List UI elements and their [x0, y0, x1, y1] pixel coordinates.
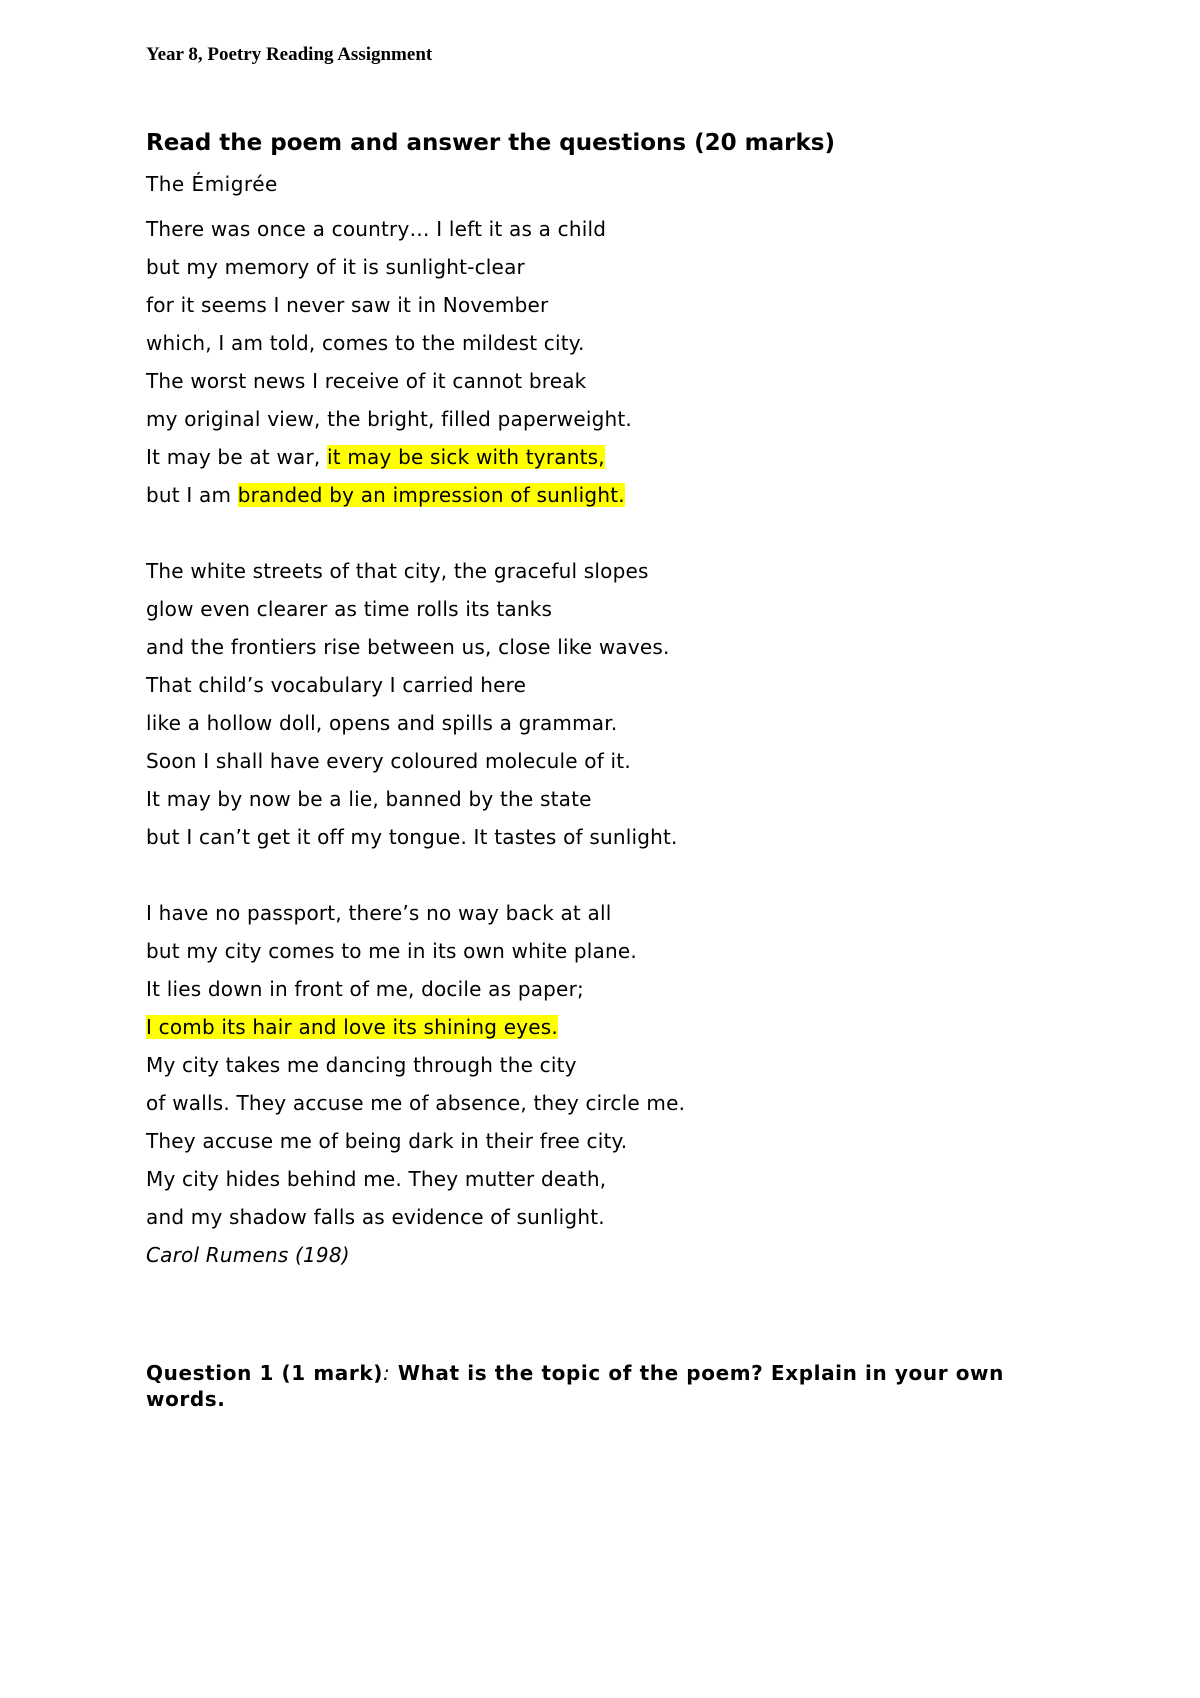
poem-line-text: but I am	[146, 483, 238, 507]
poem-line: The worst news I receive of it cannot break	[146, 369, 587, 393]
poem-line: glow even clearer as time rolls its tanks	[146, 597, 553, 621]
poem-line: They accuse me of being dark in their free city.	[146, 1129, 628, 1153]
question-text: What is the topic of the poem? Explain in your own words.	[146, 1361, 1004, 1411]
poem-line: My city hides behind me. They mutter death,	[146, 1167, 607, 1191]
poem-line: which, I am told, comes to the mildest city.	[146, 331, 585, 355]
poem-line: but my memory of it is sunlight-clear	[146, 255, 525, 279]
question-1	[146, 1360, 1076, 1412]
poem-line	[146, 438, 1076, 476]
poem-line: and the frontiers rise between us, close like waves.	[146, 635, 670, 659]
poem-line: but my city comes to me in its own white plane.	[146, 939, 637, 963]
poem-line: of walls. They accuse me of absence, they circle me.	[146, 1091, 686, 1115]
poem-title: The Émigrée	[146, 172, 278, 196]
poem-line: my original view, the bright, filled paperweight.	[146, 407, 632, 431]
poem-line: I have no passport, there’s no way back at all	[146, 901, 612, 925]
poem-line: and my shadow falls as evidence of sunlight.	[146, 1205, 605, 1229]
poem-line: Soon I shall have every coloured molecule of it.	[146, 749, 631, 773]
poem-stanza-2	[146, 552, 1076, 856]
poem-line: The white streets of that city, the graceful slopes	[146, 559, 649, 583]
page-header: Year 8, Poetry Reading Assignment	[146, 44, 433, 65]
document-content	[146, 126, 1076, 1412]
poem-stanza-3	[146, 894, 1076, 1274]
highlighted-text: I comb its hair and love its shining eyes.	[146, 1015, 558, 1039]
assignment-title: Read the poem and answer the questions (20 marks)	[146, 130, 835, 156]
poem-line: It may by now be a lie, banned by the state	[146, 787, 592, 811]
poem-line: My city takes me dancing through the city	[146, 1053, 577, 1077]
poem-body	[146, 210, 1076, 1274]
highlighted-text: it may be sick with tyrants,	[327, 445, 605, 469]
poem-stanza-1	[146, 210, 1076, 514]
poem-line: That child’s vocabulary I carried here	[146, 673, 527, 697]
poem-line: There was once a country… I left it as a child	[146, 217, 607, 241]
poem-line: for it seems I never saw it in November	[146, 293, 549, 317]
question-label: Question 1 (1 mark)	[146, 1361, 384, 1385]
poem-line	[146, 476, 1076, 514]
poem-line: It lies down in front of me, docile as paper;	[146, 977, 584, 1001]
poem-line: like a hollow doll, opens and spills a grammar.	[146, 711, 618, 735]
poem-line: but I can’t get it off my tongue. It tastes of sunlight.	[146, 825, 678, 849]
poem-line-text: It may be at war,	[146, 445, 327, 469]
poem-line	[146, 1008, 1076, 1046]
highlighted-text: branded by an impression of sunlight.	[237, 483, 625, 507]
question-separator: :	[383, 1361, 391, 1385]
poem-author: Carol Rumens (198)	[146, 1243, 350, 1267]
